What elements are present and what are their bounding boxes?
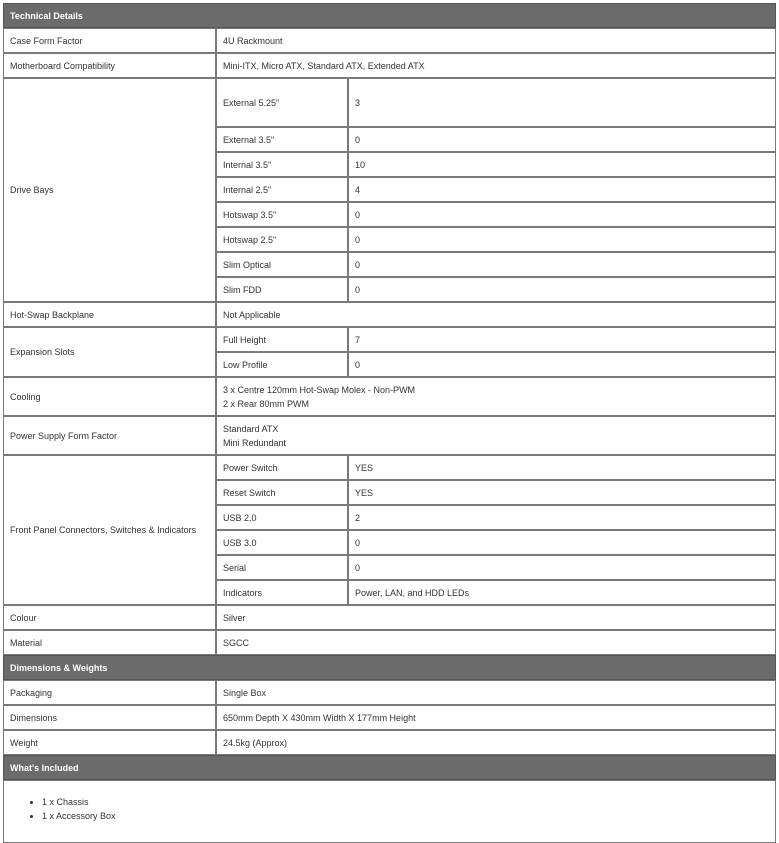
sub-label-text: Internal 2.5" <box>223 184 272 195</box>
spec-label-text: Expansion Slots <box>10 347 75 357</box>
sub-value <box>348 78 776 127</box>
value-line: 650mm Depth X 430mm Width X 177mm Height <box>223 712 416 723</box>
value-line: 24.5kg (Approx) <box>223 737 288 748</box>
sub-label-text: Reset Switch <box>223 487 276 498</box>
spec-value <box>216 630 776 655</box>
spec-label-text: Hot-Swap Backplane <box>10 309 95 320</box>
spec-label <box>3 416 216 455</box>
spec-label-text: Motherboard Compatibility <box>10 60 116 71</box>
sub-value-text: 7 <box>355 334 361 345</box>
sub-label-text: USB 2.0 <box>223 512 257 523</box>
sub-value-text: 0 <box>355 284 361 295</box>
spec-label <box>3 705 216 730</box>
sub-value <box>348 327 776 352</box>
sub-value <box>348 530 776 555</box>
spec-value <box>216 28 776 53</box>
sub-value-text: 10 <box>355 159 366 170</box>
spec-label-text: Case Form Factor <box>10 35 83 46</box>
sub-label <box>216 127 348 152</box>
value-line: Mini-ITX, Micro ATX, Standard ATX, Extended ATX <box>223 60 425 71</box>
spec-label-text: Dimensions <box>10 712 58 723</box>
spec-value <box>216 302 776 327</box>
value-line: 3 x Centre 120mm Hot-Swap Molex - Non-PWM <box>223 384 416 395</box>
sub-value-text: 0 <box>355 537 361 548</box>
value-line: Mini Redundant <box>223 437 287 448</box>
sub-label-text: External 3.5" <box>223 134 275 145</box>
sub-value-text: 0 <box>355 259 361 270</box>
spec-label <box>3 605 216 630</box>
sub-value <box>348 580 776 605</box>
spec-label <box>3 28 216 53</box>
sub-value-text: YES <box>355 462 374 473</box>
sub-value <box>348 127 776 152</box>
sub-label-text: Slim FDD <box>223 284 262 295</box>
spec-label-text: Power Supply Form Factor <box>10 430 118 441</box>
sub-value-text: Power, LAN, and HDD LEDs <box>355 587 470 598</box>
value-line: 4U Rackmount <box>223 35 283 46</box>
sub-value-text: 0 <box>355 134 361 145</box>
sub-value-text: 4 <box>355 184 361 195</box>
sub-label <box>216 352 348 377</box>
value-line: Not Applicable <box>223 309 281 320</box>
sub-label-text: Power Switch <box>223 462 278 473</box>
sub-value-text: 2 <box>355 512 361 523</box>
sub-value <box>348 455 776 480</box>
section-header <box>3 3 776 28</box>
spec-label-text: Cooling <box>10 391 41 402</box>
spec-label <box>3 680 216 705</box>
sub-value-text: 3 <box>355 97 361 108</box>
sub-label <box>216 327 348 352</box>
spec-label <box>3 455 216 605</box>
sub-label <box>216 227 348 252</box>
sub-value <box>348 555 776 580</box>
spec-label-text: Drive Bays <box>10 185 54 195</box>
sub-value-text: 0 <box>355 562 361 573</box>
value-line: Single Box <box>223 687 267 698</box>
section-header-text: What's Included <box>10 762 79 773</box>
specification-table <box>3 3 776 838</box>
sub-label <box>216 455 348 480</box>
sub-value <box>348 352 776 377</box>
spec-label <box>3 302 216 327</box>
section-header-text: Technical Details <box>10 10 83 21</box>
value-line: 2 x Rear 80mm PWM <box>223 398 310 409</box>
sub-value <box>348 505 776 530</box>
sub-value <box>348 152 776 177</box>
sub-value <box>348 227 776 252</box>
list-item: • 1 x Accessory Box <box>42 809 775 823</box>
sub-value-text: 0 <box>355 359 361 370</box>
sub-label-text: Full Height <box>223 334 267 345</box>
spec-label-text: Front Panel Connectors, Switches & Indicators <box>10 525 197 535</box>
spec-value <box>216 705 776 730</box>
sub-value-text: YES <box>355 487 374 498</box>
sub-label-text: External 5.25" <box>223 97 280 108</box>
spec-label <box>3 78 216 302</box>
sub-label-text: Slim Optical <box>223 259 272 270</box>
sub-label-text: Hotswap 3.5" <box>223 209 277 220</box>
value-line: Silver <box>223 612 246 623</box>
value-line: Standard ATX <box>223 423 279 434</box>
sub-label <box>216 530 348 555</box>
spec-value <box>216 416 776 455</box>
spec-label-text: Packaging <box>10 687 53 698</box>
sub-label <box>216 177 348 202</box>
sub-label <box>216 555 348 580</box>
sub-value <box>348 252 776 277</box>
spec-value <box>216 53 776 78</box>
sub-value <box>348 480 776 505</box>
included-items <box>3 780 776 843</box>
included-list <box>4 795 775 823</box>
sub-label <box>216 202 348 227</box>
sub-value <box>348 202 776 227</box>
spec-value <box>216 605 776 630</box>
spec-label <box>3 730 216 755</box>
sub-label <box>216 277 348 302</box>
sub-label <box>216 252 348 277</box>
sub-label <box>216 480 348 505</box>
sub-value-text: 0 <box>355 209 361 220</box>
sub-label-text: Internal 3.5" <box>223 159 272 170</box>
list-item: • 1 x Chassis <box>42 795 775 809</box>
spec-value <box>216 680 776 705</box>
sub-label <box>216 152 348 177</box>
spec-label <box>3 53 216 78</box>
sub-label-text: Low Profile <box>223 359 268 370</box>
sub-value <box>348 277 776 302</box>
section-header <box>3 655 776 680</box>
value-line: SGCC <box>223 637 250 648</box>
sub-value <box>348 177 776 202</box>
section-header <box>3 755 776 780</box>
sub-label <box>216 580 348 605</box>
section-header-text: Dimensions & Weights <box>10 662 108 673</box>
spec-value <box>216 377 776 416</box>
spec-label <box>3 377 216 416</box>
sub-value-text: 0 <box>355 234 361 245</box>
spec-label <box>3 630 216 655</box>
sub-label-text: Hotswap 2.5" <box>223 234 277 245</box>
spec-value <box>216 730 776 755</box>
sub-label-text: USB 3.0 <box>223 537 257 548</box>
sub-label <box>216 78 348 127</box>
spec-label-text: Colour <box>10 612 37 623</box>
sub-label-text: Indicators <box>223 587 263 598</box>
spec-label-text: Material <box>10 637 43 648</box>
spec-label <box>3 327 216 377</box>
spec-label-text: Weight <box>10 737 38 748</box>
sub-label <box>216 505 348 530</box>
sub-label-text: Serial <box>223 562 247 573</box>
